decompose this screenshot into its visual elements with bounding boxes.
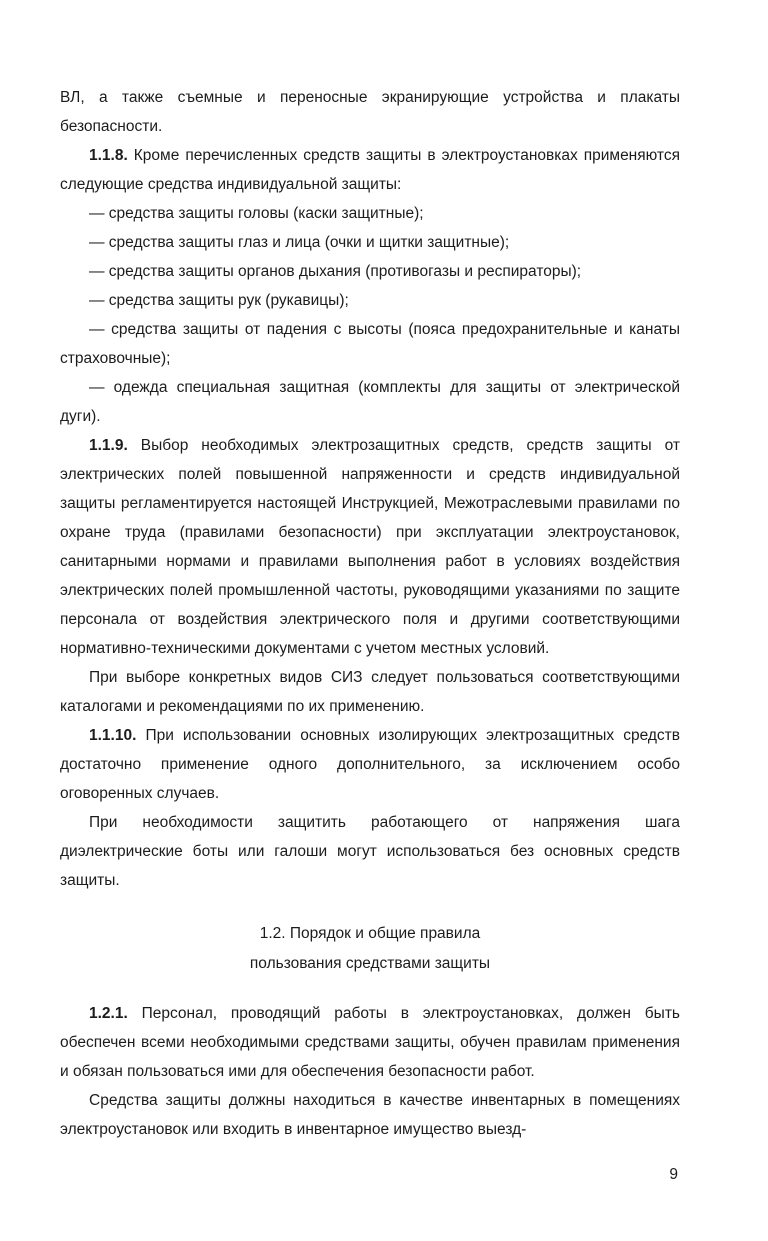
- paragraph-text: — средства защиты глаз и лица (очки и щитки защитные);: [89, 234, 510, 251]
- clause-number: 1.1.9.: [89, 437, 128, 454]
- paragraph: [60, 1086, 680, 1144]
- paragraph-text: Кроме перечисленных средств защиты в электроустановках применяются следующие средства индивидуальной защиты:: [60, 147, 680, 193]
- paragraph: [60, 999, 680, 1086]
- clause-number: 1.1.8.: [89, 147, 128, 164]
- clause-number: 1.1.10.: [89, 727, 137, 744]
- paragraph: [60, 141, 680, 199]
- paragraph: [60, 315, 680, 373]
- paragraph-text: При выборе конкретных видов СИЗ следует пользоваться соответствующими каталогами и рекомендациями по их применению.: [60, 669, 680, 715]
- paragraph: [60, 721, 680, 808]
- paragraph: [60, 228, 680, 257]
- section-heading-line-2: пользования средствами защиты: [249, 955, 491, 972]
- paragraph-text: При необходимости защитить работающего от напряжения шага диэлектрические боты или галоши могут использоваться без основных средств защиты.: [60, 814, 680, 889]
- paragraph: [60, 286, 680, 315]
- paragraph-text: При использовании основных изолирующих электрозащитных средств достаточно применение одного дополнительного, за исключением особо оговоренных случаев.: [60, 727, 680, 802]
- paragraph: [60, 808, 680, 895]
- paragraph-text: Средства защиты должны находиться в качестве инвентарных в помещениях электроустановок или входить в инвентарное имущество выезд-: [60, 1092, 680, 1138]
- paragraph: [60, 373, 680, 431]
- paragraph-text: — средства защиты от падения с высоты (пояса предохранительные и канаты страховочные);: [60, 321, 680, 367]
- paragraph-text: Выбор необходимых электрозащитных средств, средств защиты от электрических полей повышенной напряженности и средств индивидуальной защиты регламентируется настоящей Инструкцией, Межотраслевыми правилами по охране труда (правилами безопасности) при эксплуатации электроустановок, санитарными нормами и правилами выполнения работ в условиях воздействия электрических полей промышленной частоты, руководящими указаниями по защите персонала от воздействия электрического поля и другими соответствующими нормативно-техническими документами с учетом местных условий.: [60, 437, 680, 657]
- paragraph: [60, 83, 680, 141]
- paragraph: [60, 199, 680, 228]
- paragraph: [60, 663, 680, 721]
- paragraph: [60, 257, 680, 286]
- paragraph: [60, 431, 680, 663]
- paragraph-text: Персонал, проводящий работы в электроустановках, должен быть обеспечен всеми необходимыми средствами защиты, обучен правилам применения и обязан пользоваться ими для обеспечения безопасности работ.: [60, 1005, 680, 1080]
- section-heading-line-1: 1.2. Порядок и общие правила: [259, 925, 481, 942]
- text-block-top: [60, 83, 680, 895]
- paragraph-text: — средства защиты головы (каски защитные);: [89, 205, 424, 222]
- page-number: 9: [669, 1166, 678, 1183]
- clause-number: 1.2.1.: [89, 1005, 128, 1022]
- paragraph-text: — одежда специальная защитная (комплекты для защиты от электрической дуги).: [60, 379, 680, 425]
- paragraph-text: ВЛ, а также съемные и переносные экранирующие устройства и плакаты безопасности.: [60, 89, 680, 135]
- text-block-bottom: [60, 999, 680, 1144]
- paragraph-text: — средства защиты рук (рукавицы);: [89, 292, 349, 309]
- section-heading: [60, 919, 680, 979]
- paragraph-text: — средства защиты органов дыхания (противогазы и респираторы);: [89, 263, 582, 280]
